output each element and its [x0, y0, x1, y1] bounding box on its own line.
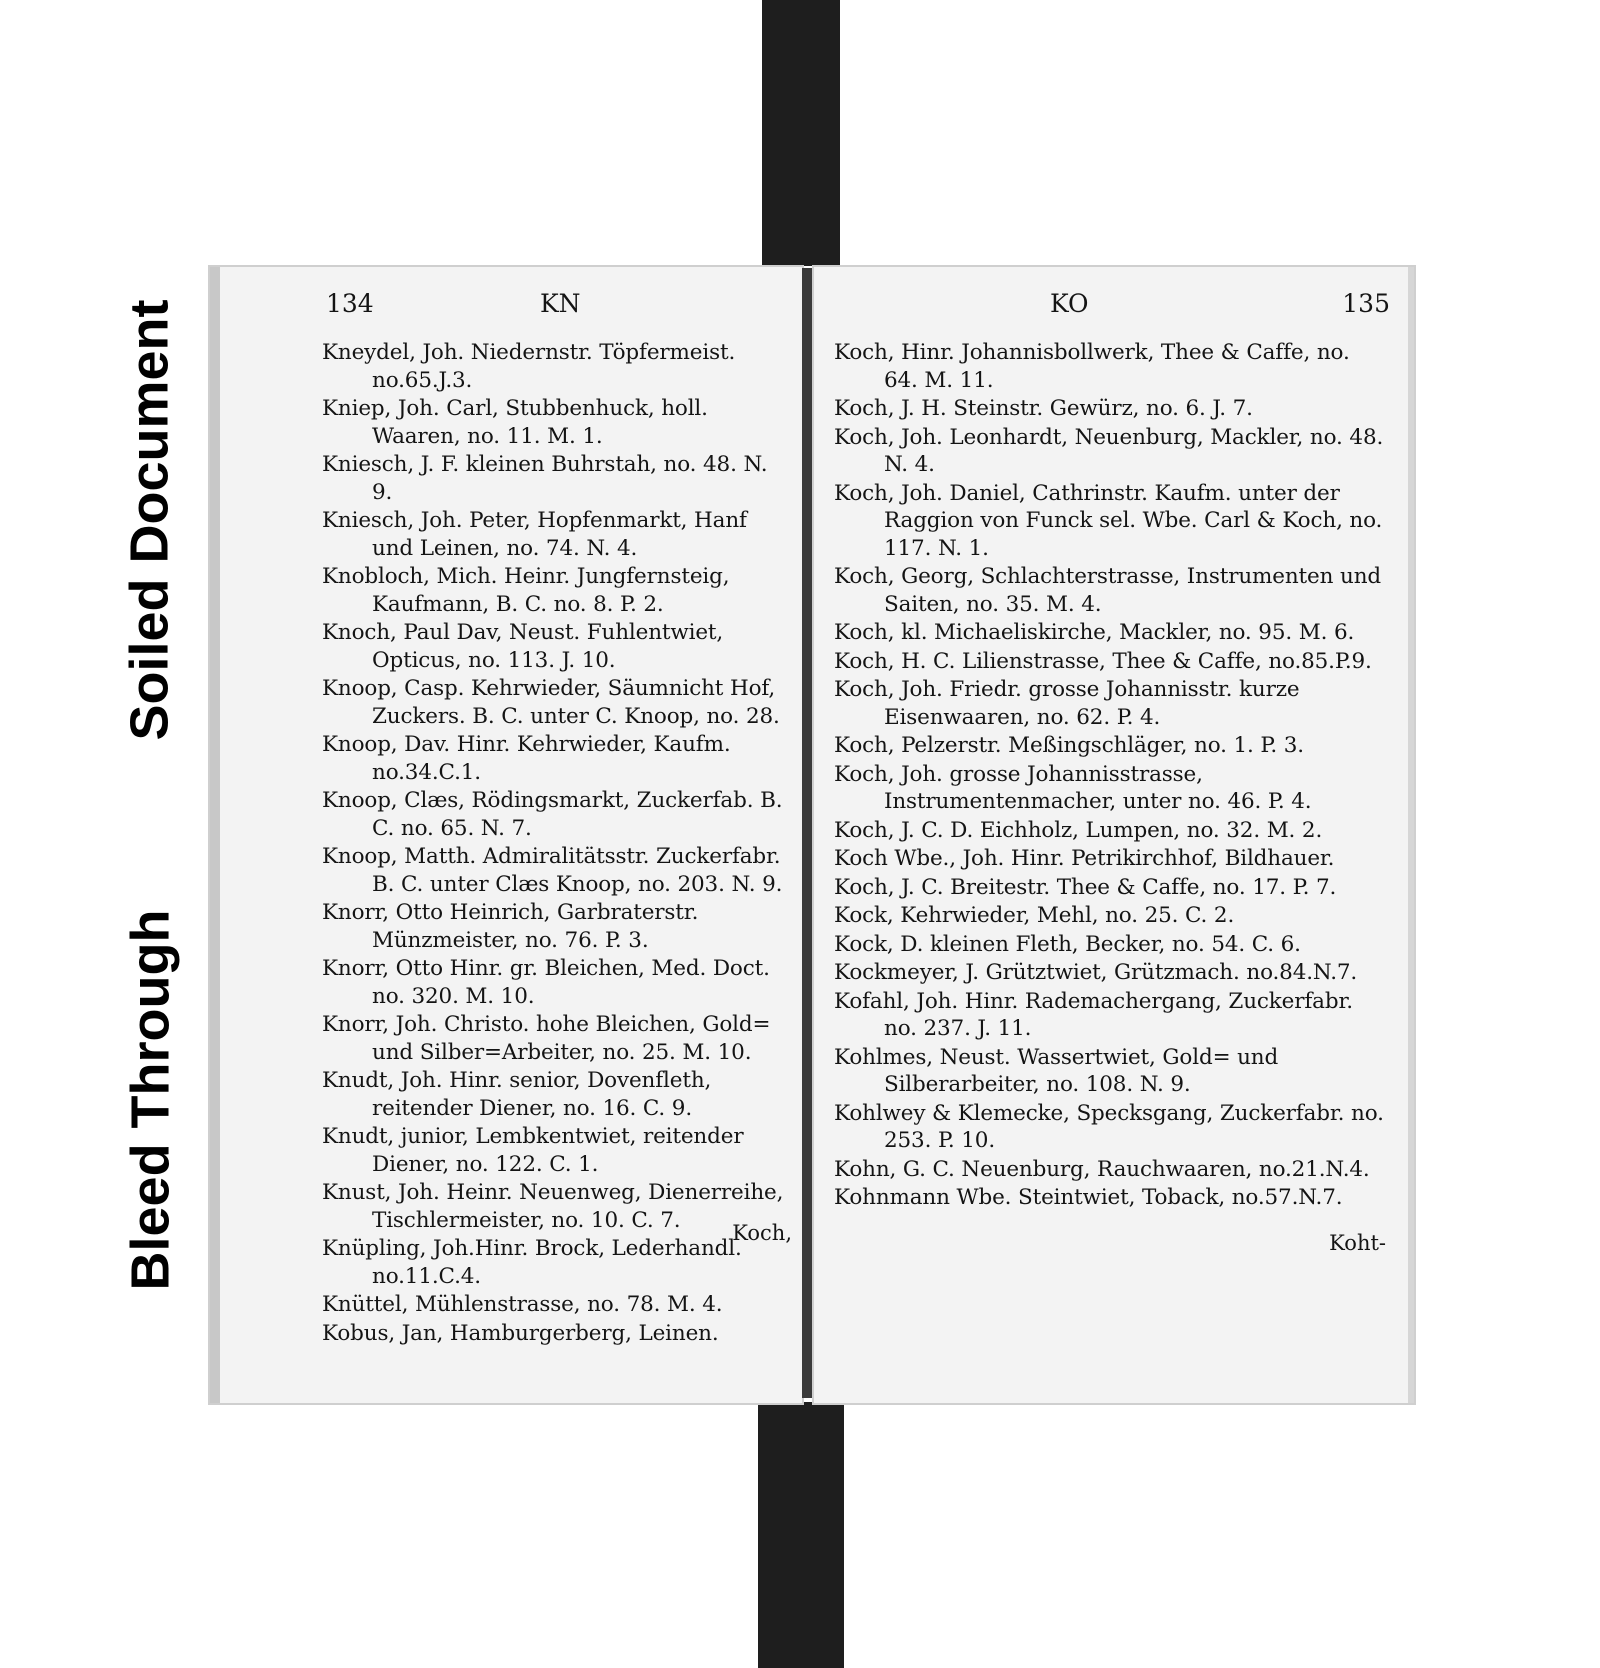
directory-entry: Koch, Joh. Leonhardt, Neuenburg, Mackler, no. 48. N. 4. [834, 424, 1384, 477]
page-number-left: 134 [326, 289, 374, 318]
directory-entry: Kockmeyer, J. Grütztwiet, Grützmach. no.84.N.7. [834, 960, 1358, 985]
directory-entry: Kofahl, Joh. Hinr. Rademachergang, Zuckerfabr. no. 237. J. 11. [834, 988, 1353, 1041]
left-page [208, 265, 804, 1405]
page-number-right: 135 [1342, 289, 1390, 318]
directory-entry: Kock, Kehrwieder, Mehl, no. 25. C. 2. [834, 903, 1235, 928]
directory-entry: Kniesch, J. F. kleinen Buhrstah, no. 48. N. 9. [322, 452, 768, 505]
directory-entry: Knorr, Otto Hinr. gr. Bleichen, Med. Doct. no. 320. M. 10. [322, 956, 770, 1009]
directory-entry: Kohlmes, Neust. Wassertwiet, Gold= und Silberarbeiter, no. 108. N. 9. [834, 1044, 1279, 1097]
directory-entry: Kneydel, Joh. Niedernstr. Töpfermeist. no.65.J.3. [322, 340, 736, 393]
directory-entry: Kohn, G. C. Neuenburg, Rauchwaaren, no.21.N.4. [834, 1156, 1370, 1182]
directory-entry: Knüpling, Joh.Hinr. Brock, Lederhandl. no.11.C.4. [322, 1236, 742, 1289]
directory-entry: Kniep, Joh. Carl, Stubbenhuck, holl. Waaren, no. 11. M. 1. [322, 396, 708, 449]
directory-entry: Knorr, Otto Heinrich, Garbraterstr. Münzmeister, no. 76. P. 3. [322, 900, 699, 953]
directory-entry: Koch, Joh. Friedr. grosse Johannisstr. kurze Eisenwaaren, no. 62. P. 4. [834, 677, 1300, 730]
directory-entry: Koch, H. C. Lilienstrasse, Thee & Caffe, no.85.P.9. [834, 648, 1372, 674]
directory-entry: Kohnmann Wbe. Steintwiet, Toback, no.57.N.7. [834, 1185, 1343, 1210]
directory-entry: Koch, Hinr. Johannisbollwerk, Thee & Caffe, no. 64. M. 11. [834, 340, 1350, 393]
directory-entry: Knoch, Paul Dav, Neust. Fuhlentwiet, Opticus, no. 113. J. 10. [322, 620, 724, 673]
book-spine [802, 268, 812, 1398]
right-page [812, 265, 1416, 1405]
catchword-right: Koht- [1329, 1231, 1386, 1255]
directory-entry: Koch, J. H. Steinstr. Gewürz, no. 6. J. 7. [834, 396, 1253, 421]
binding-strip-bottom [758, 1402, 844, 1668]
page-header-right: KO [1050, 289, 1089, 318]
directory-entry: Kock, D. kleinen Fleth, Becker, no. 54. C. 6. [834, 931, 1301, 957]
directory-entry: Koch Wbe., Joh. Hinr. Petrikirchhof, Bildhauer. [834, 846, 1335, 871]
directory-entry: Knudt, junior, Lembkentwiet, reitender Diener, no. 122. C. 1. [322, 1124, 744, 1177]
directory-entry: Knust, Joh. Heinr. Neuenweg, Dienerreihe, Tischlermeister, no. 10. C. 7. [322, 1180, 784, 1233]
directory-entry: Knüttel, Mühlenstrasse, no. 78. M. 4. [322, 1292, 723, 1317]
bleed-through-label: Bleed Through [120, 909, 181, 1291]
directory-entry: Kohlwey & Klemecke, Specksgang, Zuckerfabr. no. 253. P. 10. [834, 1100, 1384, 1153]
directory-entry: Koch, J. C. D. Eichholz, Lumpen, no. 32. M. 2. [834, 817, 1323, 843]
directory-entry: Knoop, Matth. Admiralitätsstr. Zuckerfabr. B. C. unter Clæs Knoop, no. 203. N. 9. [322, 844, 783, 897]
directory-entry: Knudt, Joh. Hinr. senior, Dovenfleth, reitender Diener, no. 16. C. 9. [322, 1068, 712, 1121]
directory-entry: Kobus, Jan, Hamburgerberg, Leinen. [322, 1320, 719, 1346]
directory-entry: Koch, Joh. Daniel, Cathrinstr. Kaufm. unter der Raggion von Funck sel. Wbe. Carl & Koch, no. 117. N. 1. [834, 480, 1383, 561]
soiled-document-stamp [80, 240, 220, 800]
directory-entry: Koch, Pelzerstr. Meßingschläger, no. 1. P. 3. [834, 733, 1304, 758]
directory-entry: Knobloch, Mich. Heinr. Jungfernsteig, Kaufmann, B. C. no. 8. P. 2. [322, 564, 730, 617]
directory-entry: Knorr, Joh. Christo. hohe Bleichen, Gold= und Silber=Arbeiter, no. 25. M. 10. [322, 1012, 771, 1065]
catchword-left: Koch, [732, 1221, 792, 1245]
directory-entry: Koch, kl. Michaeliskirche, Mackler, no. 95. M. 6. [834, 620, 1355, 645]
directory-entry: Kniesch, Joh. Peter, Hopfenmarkt, Hanf und Leinen, no. 74. N. 4. [322, 508, 747, 561]
soiled-document-label: Soiled Document [120, 299, 181, 741]
page-header-left: KN [540, 289, 581, 318]
directory-entry: Knoop, Dav. Hinr. Kehrwieder, Kaufm. no.34.C.1. [322, 732, 731, 785]
directory-entry: Knoop, Clæs, Rödingsmarkt, Zuckerfab. B. C. no. 65. N. 7. [322, 788, 783, 841]
directory-entry: Koch, Joh. grosse Johannisstrasse, Instrumentenmacher, unter no. 46. P. 4. [834, 761, 1312, 814]
directory-entry: Koch, Georg, Schlachterstrasse, Instrumenten und Saiten, no. 35. M. 4. [834, 564, 1382, 617]
directory-entries-right [834, 339, 1390, 1213]
bleed-through-stamp [80, 840, 220, 1360]
binding-strip-top [762, 0, 840, 266]
directory-entry: Koch, J. C. Breitestr. Thee & Caffe, no. 17. P. 7. [834, 874, 1337, 900]
directory-entries-left [322, 339, 788, 1348]
directory-entry: Knoop, Casp. Kehrwieder, Säumnicht Hof, Zuckers. B. C. unter C. Knoop, no. 28. [322, 676, 780, 729]
